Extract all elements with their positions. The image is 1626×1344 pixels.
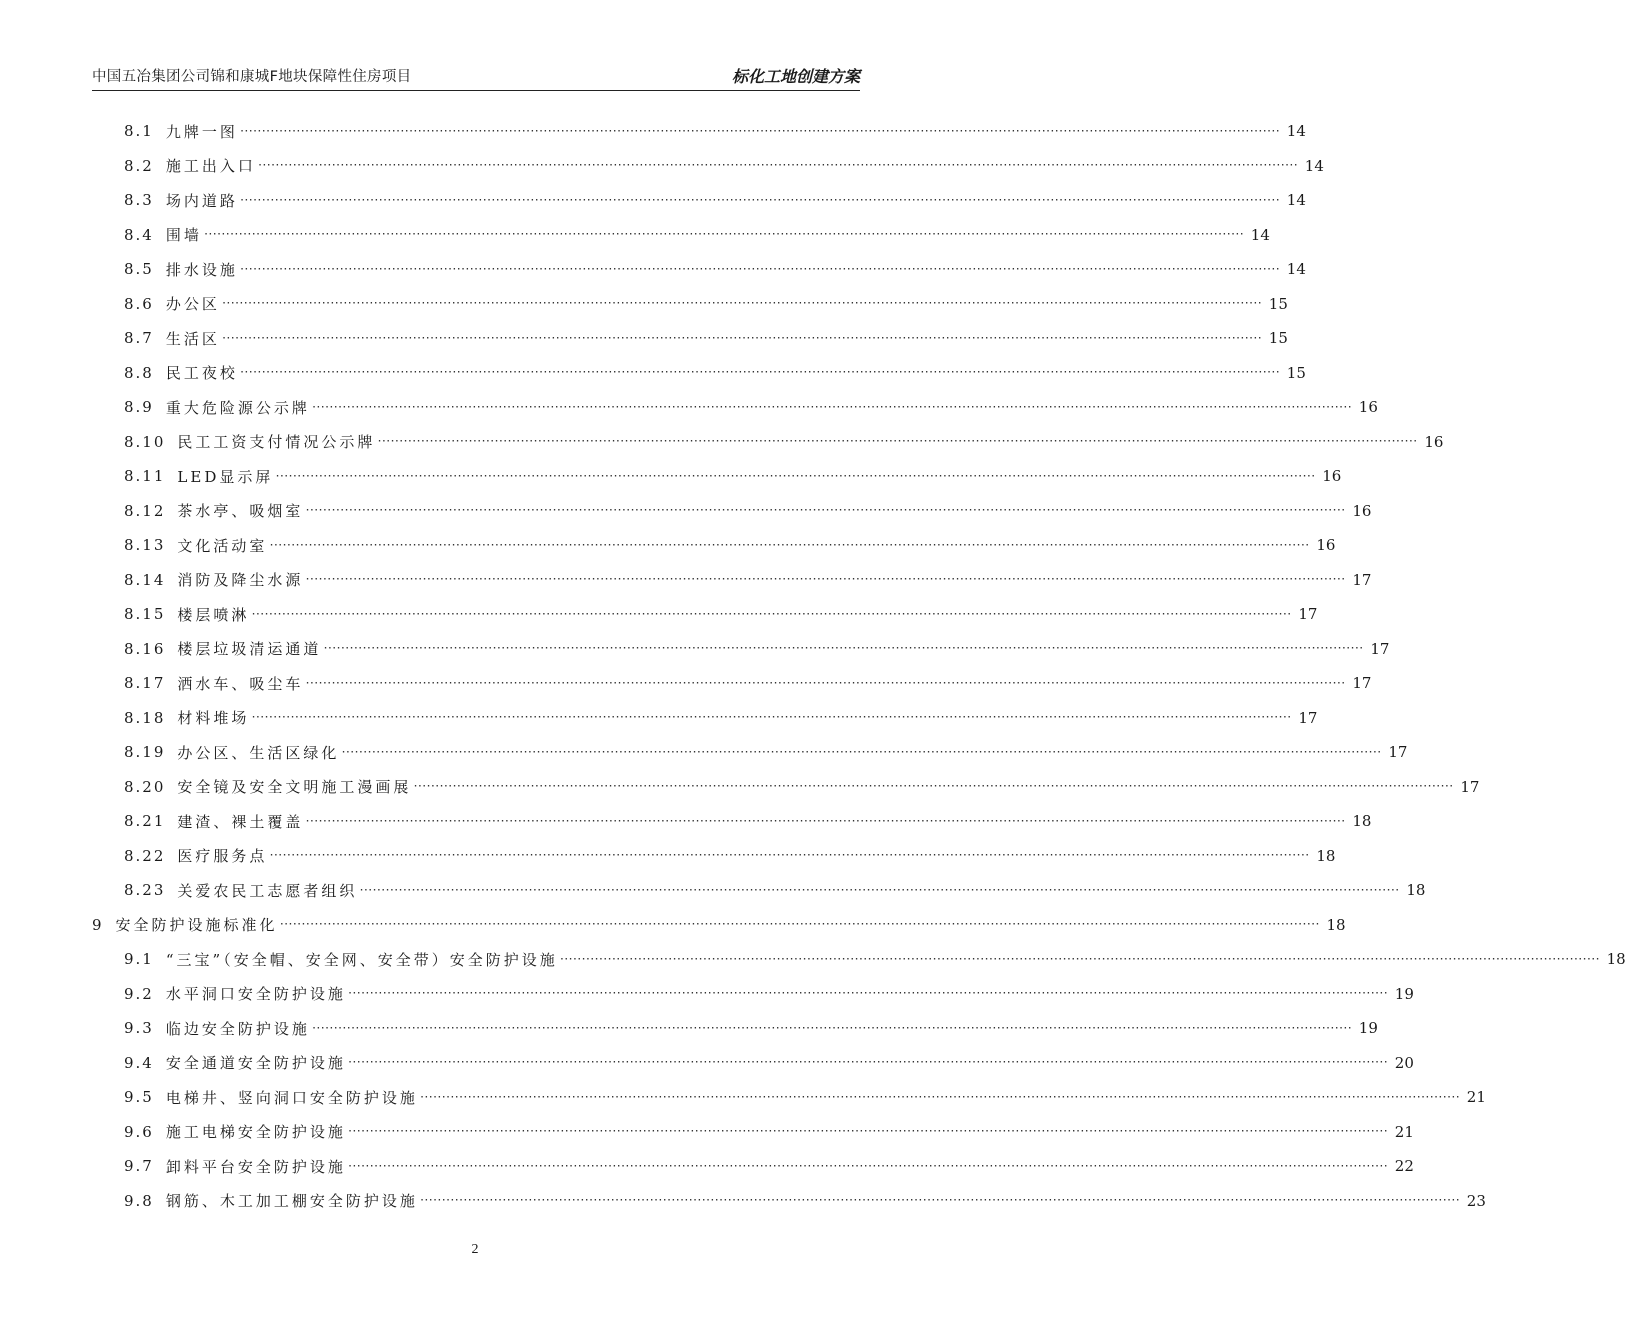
toc-entry-page: 15: [1268, 294, 1288, 313]
toc-dot-leader: ⋯⋯⋯⋯⋯⋯⋯⋯⋯⋯⋯⋯⋯⋯⋯⋯⋯⋯⋯⋯⋯⋯⋯⋯⋯⋯⋯⋯⋯⋯⋯⋯⋯⋯⋯⋯⋯⋯⋯⋯⋯⋯⋯⋯⋯⋯⋯⋯⋯⋯⋯⋯⋯⋯⋯⋯⋯⋯⋯⋯⋯⋯⋯⋯⋯⋯⋯⋯⋯⋯⋯⋯⋯⋯⋯⋯⋯⋯⋯⋯: [305, 675, 1346, 691]
toc-entry-page: 18: [1316, 846, 1336, 865]
toc-entry-title: 生活区: [165, 329, 220, 348]
toc-entry-number: 9.6: [124, 1122, 154, 1141]
toc-entry-page: 18: [1406, 881, 1426, 899]
toc-entry[interactable]: [92, 908, 1346, 942]
toc-entry-title: 办公区、生活区绿化: [177, 743, 340, 762]
toc-entry[interactable]: [124, 494, 1372, 528]
toc-entry-page: 18: [1606, 950, 1626, 968]
toc-entry-number: 8.21: [124, 812, 166, 830]
toc-dot-leader: ⋯⋯⋯⋯⋯⋯⋯⋯⋯⋯⋯⋯⋯⋯⋯⋯⋯⋯⋯⋯⋯⋯⋯⋯⋯⋯⋯⋯⋯⋯⋯⋯⋯⋯⋯⋯⋯⋯⋯⋯⋯⋯⋯⋯⋯⋯⋯⋯⋯⋯⋯⋯⋯⋯⋯⋯⋯⋯⋯⋯⋯⋯⋯⋯⋯⋯⋯⋯⋯⋯⋯⋯⋯⋯⋯⋯⋯⋯⋯⋯: [419, 1089, 1460, 1105]
toc-entry-number: 9: [92, 915, 104, 934]
toc-entry[interactable]: [124, 873, 1426, 907]
toc-entry-number: 8.20: [124, 777, 166, 796]
toc-entry-page: 15: [1286, 363, 1306, 382]
toc-entry-page: 16: [1352, 501, 1372, 520]
toc-entry-page: 16: [1424, 432, 1444, 451]
header-project-title: 中国五冶集团公司锦和康城F地块保障性住房项目: [92, 69, 412, 85]
toc-dot-leader: ⋯⋯⋯⋯⋯⋯⋯⋯⋯⋯⋯⋯⋯⋯⋯⋯⋯⋯⋯⋯⋯⋯⋯⋯⋯⋯⋯⋯⋯⋯⋯⋯⋯⋯⋯⋯⋯⋯⋯⋯⋯⋯⋯⋯⋯⋯⋯⋯⋯⋯⋯⋯⋯⋯⋯⋯⋯⋯⋯⋯⋯⋯⋯⋯⋯⋯⋯⋯⋯⋯⋯⋯⋯⋯⋯⋯⋯⋯⋯⋯: [279, 917, 1320, 932]
toc-entry-page: 17: [1352, 570, 1372, 589]
toc-entry-title: 材料堆场: [177, 709, 250, 727]
toc-entry-number: 8.18: [124, 708, 166, 727]
toc-entry[interactable]: [124, 735, 1408, 769]
toc-entry-title: 医疗服务点: [177, 847, 268, 865]
toc-entry-page: 16: [1316, 536, 1336, 554]
toc-entry-page: 14: [1286, 122, 1306, 140]
toc-dot-leader: ⋯⋯⋯⋯⋯⋯⋯⋯⋯⋯⋯⋯⋯⋯⋯⋯⋯⋯⋯⋯⋯⋯⋯⋯⋯⋯⋯⋯⋯⋯⋯⋯⋯⋯⋯⋯⋯⋯⋯⋯⋯⋯⋯⋯⋯⋯⋯⋯⋯⋯⋯⋯⋯⋯⋯⋯⋯⋯⋯⋯⋯⋯⋯⋯⋯⋯⋯⋯⋯⋯⋯⋯⋯⋯⋯⋯⋯⋯⋯⋯: [341, 744, 1382, 760]
toc-dot-leader: ⋯⋯⋯⋯⋯⋯⋯⋯⋯⋯⋯⋯⋯⋯⋯⋯⋯⋯⋯⋯⋯⋯⋯⋯⋯⋯⋯⋯⋯⋯⋯⋯⋯⋯⋯⋯⋯⋯⋯⋯⋯⋯⋯⋯⋯⋯⋯⋯⋯⋯⋯⋯⋯⋯⋯⋯⋯⋯⋯⋯⋯⋯⋯⋯⋯⋯⋯⋯⋯⋯⋯⋯⋯⋯⋯⋯⋯⋯⋯⋯: [203, 227, 1244, 242]
toc-entry-title: LED显示屏: [177, 467, 274, 486]
toc-dot-leader: ⋯⋯⋯⋯⋯⋯⋯⋯⋯⋯⋯⋯⋯⋯⋯⋯⋯⋯⋯⋯⋯⋯⋯⋯⋯⋯⋯⋯⋯⋯⋯⋯⋯⋯⋯⋯⋯⋯⋯⋯⋯⋯⋯⋯⋯⋯⋯⋯⋯⋯⋯⋯⋯⋯⋯⋯⋯⋯⋯⋯⋯⋯⋯⋯⋯⋯⋯⋯⋯⋯⋯⋯⋯⋯⋯⋯⋯⋯⋯⋯: [275, 468, 1316, 484]
toc-entry-page: 20: [1394, 1053, 1414, 1072]
toc-entry-number: 8.10: [124, 432, 166, 451]
toc-entry-number: 9.2: [124, 984, 154, 1003]
toc-entry-number: 8.12: [124, 501, 166, 520]
toc-entry-number: 8.14: [124, 570, 166, 589]
toc-entry-page: 17: [1460, 777, 1480, 796]
toc-entry-title: 关爱农民工志愿者组织: [177, 881, 358, 900]
toc-dot-leader: ⋯⋯⋯⋯⋯⋯⋯⋯⋯⋯⋯⋯⋯⋯⋯⋯⋯⋯⋯⋯⋯⋯⋯⋯⋯⋯⋯⋯⋯⋯⋯⋯⋯⋯⋯⋯⋯⋯⋯⋯⋯⋯⋯⋯⋯⋯⋯⋯⋯⋯⋯⋯⋯⋯⋯⋯⋯⋯⋯⋯⋯⋯⋯⋯⋯⋯⋯⋯⋯⋯⋯⋯⋯⋯⋯⋯⋯⋯⋯⋯: [251, 710, 1292, 725]
toc-entry-number: 9.5: [124, 1088, 154, 1106]
toc-entry-page: 21: [1466, 1088, 1486, 1106]
toc-entry-number: 8.23: [124, 881, 166, 899]
toc-dot-leader: ⋯⋯⋯⋯⋯⋯⋯⋯⋯⋯⋯⋯⋯⋯⋯⋯⋯⋯⋯⋯⋯⋯⋯⋯⋯⋯⋯⋯⋯⋯⋯⋯⋯⋯⋯⋯⋯⋯⋯⋯⋯⋯⋯⋯⋯⋯⋯⋯⋯⋯⋯⋯⋯⋯⋯⋯⋯⋯⋯⋯⋯⋯⋯⋯⋯⋯⋯⋯⋯⋯⋯⋯⋯⋯⋯⋯⋯⋯⋯⋯: [239, 365, 1280, 380]
toc-entry-number: 8.9: [124, 398, 154, 416]
toc-dot-leader: ⋯⋯⋯⋯⋯⋯⋯⋯⋯⋯⋯⋯⋯⋯⋯⋯⋯⋯⋯⋯⋯⋯⋯⋯⋯⋯⋯⋯⋯⋯⋯⋯⋯⋯⋯⋯⋯⋯⋯⋯⋯⋯⋯⋯⋯⋯⋯⋯⋯⋯⋯⋯⋯⋯⋯⋯⋯⋯⋯⋯⋯⋯⋯⋯⋯⋯⋯⋯⋯⋯⋯⋯⋯⋯⋯⋯⋯⋯⋯⋯: [305, 813, 1346, 829]
toc-dot-leader: ⋯⋯⋯⋯⋯⋯⋯⋯⋯⋯⋯⋯⋯⋯⋯⋯⋯⋯⋯⋯⋯⋯⋯⋯⋯⋯⋯⋯⋯⋯⋯⋯⋯⋯⋯⋯⋯⋯⋯⋯⋯⋯⋯⋯⋯⋯⋯⋯⋯⋯⋯⋯⋯⋯⋯⋯⋯⋯⋯⋯⋯⋯⋯⋯⋯⋯⋯⋯⋯⋯⋯⋯⋯⋯⋯⋯⋯⋯⋯⋯: [377, 434, 1418, 449]
toc-entry-page: 19: [1394, 984, 1414, 1003]
toc-entry-number: 8.17: [124, 674, 166, 692]
toc-entry-number: 8.6: [124, 294, 154, 313]
toc-entry[interactable]: [124, 459, 1342, 493]
toc-entry-title: 钢筋、木工加工棚安全防护设施: [165, 1192, 418, 1210]
toc-dot-leader: ⋯⋯⋯⋯⋯⋯⋯⋯⋯⋯⋯⋯⋯⋯⋯⋯⋯⋯⋯⋯⋯⋯⋯⋯⋯⋯⋯⋯⋯⋯⋯⋯⋯⋯⋯⋯⋯⋯⋯⋯⋯⋯⋯⋯⋯⋯⋯⋯⋯⋯⋯⋯⋯⋯⋯⋯⋯⋯⋯⋯⋯⋯⋯⋯⋯⋯⋯⋯⋯⋯⋯⋯⋯⋯⋯⋯⋯⋯⋯⋯: [347, 1055, 1388, 1070]
toc-entry[interactable]: [124, 114, 1306, 148]
toc-entry-title: 文化活动室: [177, 536, 268, 555]
toc-entry-title: 施工电梯安全防护设施: [165, 1123, 346, 1141]
toc-dot-leader: ⋯⋯⋯⋯⋯⋯⋯⋯⋯⋯⋯⋯⋯⋯⋯⋯⋯⋯⋯⋯⋯⋯⋯⋯⋯⋯⋯⋯⋯⋯⋯⋯⋯⋯⋯⋯⋯⋯⋯⋯⋯⋯⋯⋯⋯⋯⋯⋯⋯⋯⋯⋯⋯⋯⋯⋯⋯⋯⋯⋯⋯⋯⋯⋯⋯⋯⋯⋯⋯⋯⋯⋯⋯⋯⋯⋯⋯⋯⋯⋯: [305, 503, 1346, 518]
toc-entry-number: 8.5: [124, 260, 154, 278]
toc-entry-title: 楼层喷淋: [177, 605, 250, 624]
toc-entry-number: 9.1: [124, 950, 154, 968]
toc-dot-leader: ⋯⋯⋯⋯⋯⋯⋯⋯⋯⋯⋯⋯⋯⋯⋯⋯⋯⋯⋯⋯⋯⋯⋯⋯⋯⋯⋯⋯⋯⋯⋯⋯⋯⋯⋯⋯⋯⋯⋯⋯⋯⋯⋯⋯⋯⋯⋯⋯⋯⋯⋯⋯⋯⋯⋯⋯⋯⋯⋯⋯⋯⋯⋯⋯⋯⋯⋯⋯⋯⋯⋯⋯⋯⋯⋯⋯⋯⋯⋯⋯: [413, 779, 1454, 794]
toc-entry[interactable]: [124, 287, 1288, 321]
toc-entry-page: 16: [1358, 398, 1378, 416]
toc-entry[interactable]: [124, 425, 1444, 459]
toc-entry[interactable]: [124, 390, 1378, 424]
toc-entry-title: 水平洞口安全防护设施: [165, 985, 346, 1003]
toc-entry-number: 9.4: [124, 1053, 154, 1072]
toc-entry[interactable]: [124, 632, 1390, 666]
toc-entry[interactable]: [124, 977, 1414, 1011]
toc-entry-number: 8.19: [124, 743, 166, 761]
toc-entry[interactable]: [124, 1046, 1414, 1080]
toc-entry-title: 消防及降尘水源: [177, 571, 304, 589]
toc-dot-leader: ⋯⋯⋯⋯⋯⋯⋯⋯⋯⋯⋯⋯⋯⋯⋯⋯⋯⋯⋯⋯⋯⋯⋯⋯⋯⋯⋯⋯⋯⋯⋯⋯⋯⋯⋯⋯⋯⋯⋯⋯⋯⋯⋯⋯⋯⋯⋯⋯⋯⋯⋯⋯⋯⋯⋯⋯⋯⋯⋯⋯⋯⋯⋯⋯⋯⋯⋯⋯⋯⋯⋯⋯⋯⋯⋯⋯⋯⋯⋯⋯: [311, 1020, 1352, 1036]
toc-entry-number: 8.16: [124, 639, 166, 658]
toc-dot-leader: ⋯⋯⋯⋯⋯⋯⋯⋯⋯⋯⋯⋯⋯⋯⋯⋯⋯⋯⋯⋯⋯⋯⋯⋯⋯⋯⋯⋯⋯⋯⋯⋯⋯⋯⋯⋯⋯⋯⋯⋯⋯⋯⋯⋯⋯⋯⋯⋯⋯⋯⋯⋯⋯⋯⋯⋯⋯⋯⋯⋯⋯⋯⋯⋯⋯⋯⋯⋯⋯⋯⋯⋯⋯⋯⋯⋯⋯⋯⋯⋯: [419, 1193, 1460, 1208]
toc-entry[interactable]: [124, 804, 1372, 838]
toc-entry-number: 8.3: [124, 191, 154, 209]
toc-entry-number: 9.7: [124, 1157, 154, 1175]
toc-entry-title: 办公区: [165, 295, 220, 313]
toc-entry-page: 14: [1304, 156, 1324, 175]
toc-entry-page: 17: [1370, 639, 1390, 658]
toc-dot-leader: ⋯⋯⋯⋯⋯⋯⋯⋯⋯⋯⋯⋯⋯⋯⋯⋯⋯⋯⋯⋯⋯⋯⋯⋯⋯⋯⋯⋯⋯⋯⋯⋯⋯⋯⋯⋯⋯⋯⋯⋯⋯⋯⋯⋯⋯⋯⋯⋯⋯⋯⋯⋯⋯⋯⋯⋯⋯⋯⋯⋯⋯⋯⋯⋯⋯⋯⋯⋯⋯⋯⋯⋯⋯⋯⋯⋯⋯⋯⋯⋯: [311, 399, 1352, 415]
toc-dot-leader: ⋯⋯⋯⋯⋯⋯⋯⋯⋯⋯⋯⋯⋯⋯⋯⋯⋯⋯⋯⋯⋯⋯⋯⋯⋯⋯⋯⋯⋯⋯⋯⋯⋯⋯⋯⋯⋯⋯⋯⋯⋯⋯⋯⋯⋯⋯⋯⋯⋯⋯⋯⋯⋯⋯⋯⋯⋯⋯⋯⋯⋯⋯⋯⋯⋯⋯⋯⋯⋯⋯⋯⋯⋯⋯⋯⋯⋯⋯⋯⋯: [251, 606, 1292, 622]
toc-dot-leader: ⋯⋯⋯⋯⋯⋯⋯⋯⋯⋯⋯⋯⋯⋯⋯⋯⋯⋯⋯⋯⋯⋯⋯⋯⋯⋯⋯⋯⋯⋯⋯⋯⋯⋯⋯⋯⋯⋯⋯⋯⋯⋯⋯⋯⋯⋯⋯⋯⋯⋯⋯⋯⋯⋯⋯⋯⋯⋯⋯⋯⋯⋯⋯⋯⋯⋯⋯⋯⋯⋯⋯⋯⋯⋯⋯⋯⋯⋯⋯⋯: [221, 330, 1262, 346]
toc-entry-title: 场内道路: [165, 191, 238, 210]
toc-entry-title: 排水设施: [165, 260, 238, 279]
toc-entry-page: 22: [1394, 1157, 1414, 1175]
toc-entry-page: 17: [1352, 674, 1372, 692]
toc-entry[interactable]: [124, 183, 1306, 217]
toc-entry[interactable]: [124, 252, 1306, 286]
toc-entry[interactable]: [124, 356, 1306, 390]
toc-dot-leader: ⋯⋯⋯⋯⋯⋯⋯⋯⋯⋯⋯⋯⋯⋯⋯⋯⋯⋯⋯⋯⋯⋯⋯⋯⋯⋯⋯⋯⋯⋯⋯⋯⋯⋯⋯⋯⋯⋯⋯⋯⋯⋯⋯⋯⋯⋯⋯⋯⋯⋯⋯⋯⋯⋯⋯⋯⋯⋯⋯⋯⋯⋯⋯⋯⋯⋯⋯⋯⋯⋯⋯⋯⋯⋯⋯⋯⋯⋯⋯⋯: [305, 572, 1346, 587]
toc-entry-title: 洒水车、吸尘车: [177, 674, 304, 693]
toc-entry-title: 民工工资支付情况公示牌: [177, 433, 376, 451]
toc-dot-leader: ⋯⋯⋯⋯⋯⋯⋯⋯⋯⋯⋯⋯⋯⋯⋯⋯⋯⋯⋯⋯⋯⋯⋯⋯⋯⋯⋯⋯⋯⋯⋯⋯⋯⋯⋯⋯⋯⋯⋯⋯⋯⋯⋯⋯⋯⋯⋯⋯⋯⋯⋯⋯⋯⋯⋯⋯⋯⋯⋯⋯⋯⋯⋯⋯⋯⋯⋯⋯⋯⋯⋯⋯⋯⋯⋯⋯⋯⋯⋯⋯: [347, 1124, 1388, 1139]
toc-entry[interactable]: [124, 149, 1324, 183]
toc-entry-page: 17: [1298, 605, 1318, 623]
toc-entry-page: 21: [1394, 1122, 1414, 1141]
toc-entry-number: 9.3: [124, 1019, 154, 1037]
toc-entry-page: 14: [1286, 191, 1306, 209]
toc-entry-title: 安全通道安全防护设施: [165, 1054, 346, 1072]
toc-entry[interactable]: [124, 321, 1288, 355]
toc-entry-number: 8.7: [124, 329, 154, 347]
toc-entry-title: 围墙: [165, 226, 202, 244]
toc-entry-number: 8.11: [124, 467, 166, 485]
toc-entry-page: 16: [1322, 467, 1342, 485]
toc-entry-title: 安全防护设施标准化: [115, 916, 278, 934]
toc-entry[interactable]: [124, 666, 1372, 700]
toc-entry-page: 15: [1268, 329, 1288, 347]
toc-entry-number: 8.2: [124, 156, 154, 175]
toc-entry[interactable]: [124, 942, 1626, 976]
toc-dot-leader: ⋯⋯⋯⋯⋯⋯⋯⋯⋯⋯⋯⋯⋯⋯⋯⋯⋯⋯⋯⋯⋯⋯⋯⋯⋯⋯⋯⋯⋯⋯⋯⋯⋯⋯⋯⋯⋯⋯⋯⋯⋯⋯⋯⋯⋯⋯⋯⋯⋯⋯⋯⋯⋯⋯⋯⋯⋯⋯⋯⋯⋯⋯⋯⋯⋯⋯⋯⋯⋯⋯⋯⋯⋯⋯⋯⋯⋯⋯⋯⋯: [269, 537, 1310, 553]
toc-entry-title: 卸料平台安全防护设施: [165, 1157, 346, 1176]
toc-entry-page: 18: [1326, 915, 1346, 934]
toc-dot-leader: ⋯⋯⋯⋯⋯⋯⋯⋯⋯⋯⋯⋯⋯⋯⋯⋯⋯⋯⋯⋯⋯⋯⋯⋯⋯⋯⋯⋯⋯⋯⋯⋯⋯⋯⋯⋯⋯⋯⋯⋯⋯⋯⋯⋯⋯⋯⋯⋯⋯⋯⋯⋯⋯⋯⋯⋯⋯⋯⋯⋯⋯⋯⋯⋯⋯⋯⋯⋯⋯⋯⋯⋯⋯⋯⋯⋯⋯⋯⋯⋯: [347, 986, 1388, 1001]
toc-entry-title: 茶水亭、吸烟室: [177, 502, 304, 520]
toc-entry-page: 19: [1358, 1019, 1378, 1037]
toc-entry-page: 18: [1352, 812, 1372, 830]
toc-entry[interactable]: [124, 701, 1318, 735]
toc-entry-number: 9.8: [124, 1191, 154, 1210]
toc-entry[interactable]: [124, 1149, 1414, 1183]
toc-dot-leader: ⋯⋯⋯⋯⋯⋯⋯⋯⋯⋯⋯⋯⋯⋯⋯⋯⋯⋯⋯⋯⋯⋯⋯⋯⋯⋯⋯⋯⋯⋯⋯⋯⋯⋯⋯⋯⋯⋯⋯⋯⋯⋯⋯⋯⋯⋯⋯⋯⋯⋯⋯⋯⋯⋯⋯⋯⋯⋯⋯⋯⋯⋯⋯⋯⋯⋯⋯⋯⋯⋯⋯⋯⋯⋯⋯⋯⋯⋯⋯⋯: [559, 951, 1600, 967]
toc-entry-number: 8.13: [124, 536, 166, 554]
toc-entry[interactable]: [124, 1011, 1378, 1045]
toc-entry-page: 23: [1466, 1191, 1486, 1210]
toc-entry-page: 14: [1250, 225, 1270, 244]
toc-entry-title: 临边安全防护设施: [165, 1019, 310, 1038]
page-header: [92, 64, 860, 91]
toc-entry-title: 民工夜校: [165, 364, 238, 382]
toc-entry-title: 施工出入口: [165, 157, 256, 175]
toc-entry-title: 建渣、裸土覆盖: [177, 812, 304, 831]
toc-entry[interactable]: [124, 563, 1372, 597]
toc-entry[interactable]: [124, 528, 1336, 562]
toc-entry[interactable]: [124, 770, 1480, 804]
toc-dot-leader: ⋯⋯⋯⋯⋯⋯⋯⋯⋯⋯⋯⋯⋯⋯⋯⋯⋯⋯⋯⋯⋯⋯⋯⋯⋯⋯⋯⋯⋯⋯⋯⋯⋯⋯⋯⋯⋯⋯⋯⋯⋯⋯⋯⋯⋯⋯⋯⋯⋯⋯⋯⋯⋯⋯⋯⋯⋯⋯⋯⋯⋯⋯⋯⋯⋯⋯⋯⋯⋯⋯⋯⋯⋯⋯⋯⋯⋯⋯⋯⋯: [323, 641, 1364, 656]
toc-entry-title: 安全镜及安全文明施工漫画展: [177, 778, 412, 796]
toc-entry[interactable]: [124, 1184, 1486, 1218]
toc-dot-leader: ⋯⋯⋯⋯⋯⋯⋯⋯⋯⋯⋯⋯⋯⋯⋯⋯⋯⋯⋯⋯⋯⋯⋯⋯⋯⋯⋯⋯⋯⋯⋯⋯⋯⋯⋯⋯⋯⋯⋯⋯⋯⋯⋯⋯⋯⋯⋯⋯⋯⋯⋯⋯⋯⋯⋯⋯⋯⋯⋯⋯⋯⋯⋯⋯⋯⋯⋯⋯⋯⋯⋯⋯⋯⋯⋯⋯⋯⋯⋯⋯: [347, 1158, 1388, 1174]
toc-dot-leader: ⋯⋯⋯⋯⋯⋯⋯⋯⋯⋯⋯⋯⋯⋯⋯⋯⋯⋯⋯⋯⋯⋯⋯⋯⋯⋯⋯⋯⋯⋯⋯⋯⋯⋯⋯⋯⋯⋯⋯⋯⋯⋯⋯⋯⋯⋯⋯⋯⋯⋯⋯⋯⋯⋯⋯⋯⋯⋯⋯⋯⋯⋯⋯⋯⋯⋯⋯⋯⋯⋯⋯⋯⋯⋯⋯⋯⋯⋯⋯⋯: [257, 158, 1298, 173]
toc-entry[interactable]: [124, 218, 1270, 252]
toc-entry-number: 8.15: [124, 605, 166, 623]
toc-entry-number: 8.1: [124, 122, 154, 140]
toc-entry-page: 17: [1388, 743, 1408, 761]
toc-entry-title: 楼层垃圾清运通道: [177, 640, 322, 658]
toc-entry[interactable]: [124, 1080, 1486, 1114]
header-document-title: 标化工地创建方案: [731, 67, 860, 86]
toc-entry-number: 8.8: [124, 363, 154, 382]
toc-dot-leader: ⋯⋯⋯⋯⋯⋯⋯⋯⋯⋯⋯⋯⋯⋯⋯⋯⋯⋯⋯⋯⋯⋯⋯⋯⋯⋯⋯⋯⋯⋯⋯⋯⋯⋯⋯⋯⋯⋯⋯⋯⋯⋯⋯⋯⋯⋯⋯⋯⋯⋯⋯⋯⋯⋯⋯⋯⋯⋯⋯⋯⋯⋯⋯⋯⋯⋯⋯⋯⋯⋯⋯⋯⋯⋯⋯⋯⋯⋯⋯⋯: [359, 882, 1400, 898]
toc-entry-title: 九牌一图: [165, 122, 238, 141]
toc-entry-page: 14: [1286, 260, 1306, 278]
toc-entry-page: 17: [1298, 708, 1318, 727]
toc-entry[interactable]: [124, 839, 1336, 873]
toc-entry-number: 8.22: [124, 846, 166, 865]
toc-entry[interactable]: [124, 597, 1318, 631]
toc-entry-title: “三宝”（安全帽、安全网、安全带）安全防护设施: [165, 950, 558, 969]
toc-dot-leader: ⋯⋯⋯⋯⋯⋯⋯⋯⋯⋯⋯⋯⋯⋯⋯⋯⋯⋯⋯⋯⋯⋯⋯⋯⋯⋯⋯⋯⋯⋯⋯⋯⋯⋯⋯⋯⋯⋯⋯⋯⋯⋯⋯⋯⋯⋯⋯⋯⋯⋯⋯⋯⋯⋯⋯⋯⋯⋯⋯⋯⋯⋯⋯⋯⋯⋯⋯⋯⋯⋯⋯⋯⋯⋯⋯⋯⋯⋯⋯⋯: [269, 848, 1310, 863]
toc-entry-number: 8.4: [124, 225, 154, 244]
toc-entry[interactable]: [124, 1115, 1414, 1149]
toc-dot-leader: ⋯⋯⋯⋯⋯⋯⋯⋯⋯⋯⋯⋯⋯⋯⋯⋯⋯⋯⋯⋯⋯⋯⋯⋯⋯⋯⋯⋯⋯⋯⋯⋯⋯⋯⋯⋯⋯⋯⋯⋯⋯⋯⋯⋯⋯⋯⋯⋯⋯⋯⋯⋯⋯⋯⋯⋯⋯⋯⋯⋯⋯⋯⋯⋯⋯⋯⋯⋯⋯⋯⋯⋯⋯⋯⋯⋯⋯⋯⋯⋯: [221, 296, 1262, 311]
toc-dot-leader: ⋯⋯⋯⋯⋯⋯⋯⋯⋯⋯⋯⋯⋯⋯⋯⋯⋯⋯⋯⋯⋯⋯⋯⋯⋯⋯⋯⋯⋯⋯⋯⋯⋯⋯⋯⋯⋯⋯⋯⋯⋯⋯⋯⋯⋯⋯⋯⋯⋯⋯⋯⋯⋯⋯⋯⋯⋯⋯⋯⋯⋯⋯⋯⋯⋯⋯⋯⋯⋯⋯⋯⋯⋯⋯⋯⋯⋯⋯⋯⋯: [239, 261, 1280, 277]
toc-entry-title: 电梯井、竖向洞口安全防护设施: [165, 1088, 418, 1107]
toc-entry-title: 重大危险源公示牌: [165, 398, 310, 417]
page-number: 2: [471, 1242, 479, 1257]
toc-dot-leader: ⋯⋯⋯⋯⋯⋯⋯⋯⋯⋯⋯⋯⋯⋯⋯⋯⋯⋯⋯⋯⋯⋯⋯⋯⋯⋯⋯⋯⋯⋯⋯⋯⋯⋯⋯⋯⋯⋯⋯⋯⋯⋯⋯⋯⋯⋯⋯⋯⋯⋯⋯⋯⋯⋯⋯⋯⋯⋯⋯⋯⋯⋯⋯⋯⋯⋯⋯⋯⋯⋯⋯⋯⋯⋯⋯⋯⋯⋯⋯⋯: [239, 123, 1280, 139]
toc-dot-leader: ⋯⋯⋯⋯⋯⋯⋯⋯⋯⋯⋯⋯⋯⋯⋯⋯⋯⋯⋯⋯⋯⋯⋯⋯⋯⋯⋯⋯⋯⋯⋯⋯⋯⋯⋯⋯⋯⋯⋯⋯⋯⋯⋯⋯⋯⋯⋯⋯⋯⋯⋯⋯⋯⋯⋯⋯⋯⋯⋯⋯⋯⋯⋯⋯⋯⋯⋯⋯⋯⋯⋯⋯⋯⋯⋯⋯⋯⋯⋯⋯: [239, 192, 1280, 208]
